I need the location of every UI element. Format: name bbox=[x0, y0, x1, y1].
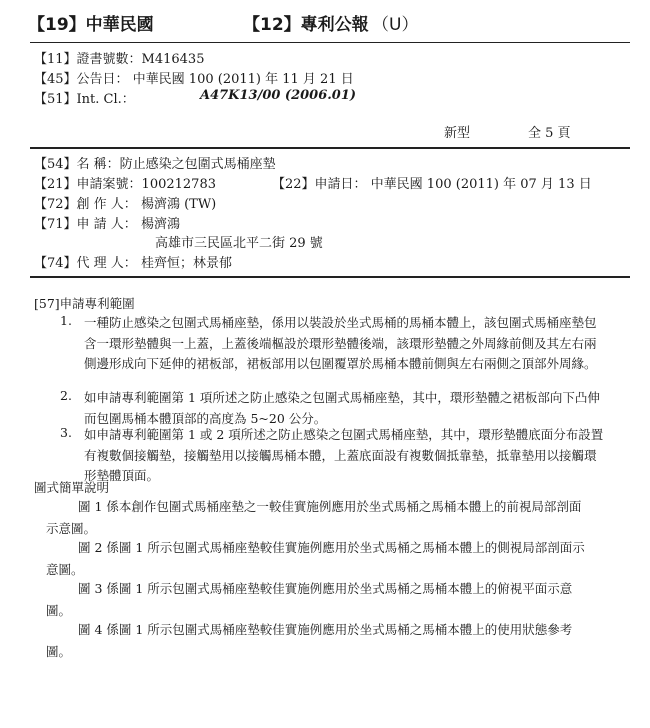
country-header: 【19】中華民國 bbox=[28, 15, 154, 35]
figures-heading: 圖式簡單說明 bbox=[34, 480, 110, 495]
figure-description: 圖 4 係圖 1 所示包圍式馬桶座墊較佳實施例應用於坐式馬桶之馬桶本體上的使用狀態參考圖。 bbox=[46, 622, 573, 659]
section-rule-2 bbox=[30, 276, 630, 278]
applicant-field: 【71】申 請 人： 楊濟鴻 bbox=[34, 217, 180, 232]
section-rule-1 bbox=[30, 147, 630, 149]
figure-description: 圖 3 係圖 1 所示包圍式馬桶座墊較佳實施例應用於坐式馬桶之馬桶本體上的俯視平面示意圖。 bbox=[46, 581, 573, 618]
claim-number: 3. bbox=[60, 425, 72, 440]
application-number: 【21】申請案號：100212783 bbox=[34, 177, 216, 192]
header-rule bbox=[30, 42, 630, 43]
agent-field: 【74】代 理 人： 桂齊恒；林景郁 bbox=[34, 256, 232, 271]
page-count: 全 5 頁 bbox=[528, 126, 571, 141]
application-date: 【22】申請日： 中華民國 100 (2011) 年 07 月 13 日 bbox=[272, 177, 592, 192]
claims-heading: [57]申請專利範圍 bbox=[34, 296, 135, 311]
claim-text: 如申請專利範圍第 1 或 2 項所述之防止感染之包圍式馬桶座墊，其中，環形墊體底面分布設置有複數個接觸墊，接觸墊用以接觸馬桶本體，上蓋底面設有複數個抵靠墊，抵靠墊用以接觸環形墊體頂面。 bbox=[84, 427, 604, 483]
figure-description: 圖 1 係本創作包圍式馬桶座墊之一較佳實施例應用於坐式馬桶之馬桶本體上的前視局部剖面示意圖。 bbox=[46, 499, 582, 536]
title-field: 【54】名 稱：防止感染之包圍式馬桶座墊 bbox=[34, 157, 276, 172]
patent-type: 新型 bbox=[444, 126, 471, 141]
doc-type-header: 【12】專利公報 bbox=[243, 15, 369, 35]
cert-number: 【11】證書號數：M416435 bbox=[34, 52, 205, 67]
figure-description: 圖 2 係圖 1 所示包圍式馬桶座墊較佳實施例應用於坐式馬桶之馬桶本體上的側視局部剖面示意圖。 bbox=[46, 540, 585, 577]
claim-number: 2. bbox=[60, 388, 72, 403]
kind-code: （U） bbox=[372, 15, 419, 35]
applicant-address: 高雄市三民區北平二街 29 號 bbox=[155, 236, 323, 251]
intcl-label: 【51】Int. Cl.： bbox=[34, 92, 135, 107]
pub-date: 【45】公告日： 中華民國 100 (2011) 年 11 月 21 日 bbox=[34, 72, 354, 87]
claim-text: 如申請專利範圍第 1 項所述之防止感染之包圍式馬桶座墊，其中，環形墊體之裙板部向下凸伸而包圍馬桶本體頂部的高度為 5~20 公分。 bbox=[84, 390, 600, 426]
claim-text: 一種防止感染之包圍式馬桶座墊，係用以裝設於坐式馬桶的馬桶本體上，該包圍式馬桶座墊包含一環形墊體與一上蓋，上蓋後端樞設於環形墊體後端，該環形墊體之外周緣前側及其左右兩側邊形成向下延伸的裙板部，裙板部用以包圍覆罩於馬桶本體前側與左右兩側之頂部外周緣。 bbox=[84, 315, 597, 371]
creator-field: 【72】創 作 人： 楊濟鴻 (TW) bbox=[34, 197, 217, 212]
claim-number: 1. bbox=[60, 313, 72, 328]
intcl-value: A47K13/00 (2006.01) bbox=[200, 88, 357, 103]
